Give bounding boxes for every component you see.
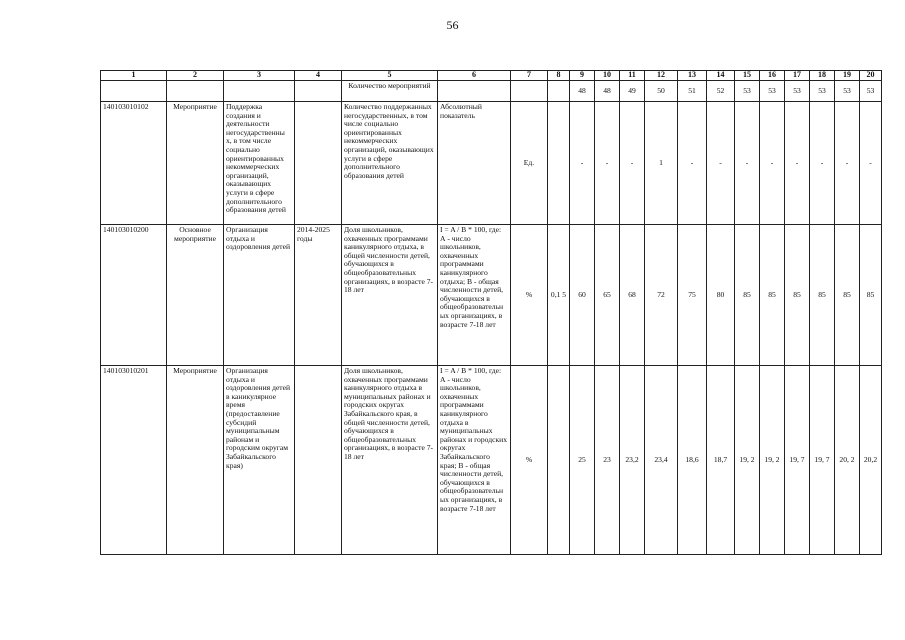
- empty-cell: [548, 81, 570, 102]
- column-header-16: 16: [760, 71, 785, 81]
- row-code: 140103010102: [101, 102, 167, 225]
- column-header-13: 13: [678, 71, 707, 81]
- row-unit: Ед.: [511, 102, 548, 225]
- column-header-8: 8: [548, 71, 570, 81]
- row-value: -: [570, 102, 595, 225]
- row-type: Основное мероприятие: [167, 225, 224, 366]
- row-value: 75: [678, 225, 707, 366]
- row-weight: 0,1 5: [548, 225, 570, 366]
- column-header-19: 19: [835, 71, 860, 81]
- row-value: -: [707, 102, 735, 225]
- row-value: 23,2: [620, 366, 645, 555]
- column-header-12: 12: [645, 71, 678, 81]
- count-row: [101, 81, 882, 102]
- count-value: 48: [595, 81, 620, 102]
- table-row: [101, 366, 882, 555]
- row-value: 80: [707, 225, 735, 366]
- row-value: 23,4: [645, 366, 678, 555]
- column-header-18: 18: [810, 71, 835, 81]
- row-value: -: [678, 102, 707, 225]
- header-row: [101, 71, 882, 81]
- row-method: I = A / B * 100, где: А - число школьников, охваченных программами каникулярного отдыха; В - общая численности детей, обучающихся в общеобразовательных организациях, в возрасте 7-18 лет: [438, 225, 511, 366]
- column-header-15: 15: [735, 71, 760, 81]
- row-value: 68: [620, 225, 645, 366]
- row-method: Абсолютный показатель: [438, 102, 511, 225]
- row-value: 20, 2: [835, 366, 860, 555]
- table-row: [101, 102, 882, 225]
- column-header-6: 6: [438, 71, 511, 81]
- column-header-1: 1: [101, 71, 167, 81]
- row-unit: %: [511, 225, 548, 366]
- empty-cell: [224, 81, 295, 102]
- row-period: [295, 366, 342, 555]
- count-value: 53: [810, 81, 835, 102]
- count-value: 53: [785, 81, 810, 102]
- row-value: 25: [570, 366, 595, 555]
- count-value: 50: [645, 81, 678, 102]
- row-indicator: Количество поддержанных негосударственных, в том числе социально ориентированных некоммерческих организаций, оказывающих услуги в сфере дополнительного образования детей: [342, 102, 438, 225]
- row-value: -: [595, 102, 620, 225]
- column-header-14: 14: [707, 71, 735, 81]
- row-weight: [548, 366, 570, 555]
- row-code: 140103010200: [101, 225, 167, 366]
- row-value: 23: [595, 366, 620, 555]
- row-value: 20,2: [860, 366, 882, 555]
- count-value: 49: [620, 81, 645, 102]
- column-header-5: 5: [342, 71, 438, 81]
- row-value: -: [620, 102, 645, 225]
- row-value: 19, 7: [785, 366, 810, 555]
- column-header-7: 7: [511, 71, 548, 81]
- row-value: 85: [860, 225, 882, 366]
- column-header-11: 11: [620, 71, 645, 81]
- row-value: -: [760, 102, 785, 225]
- row-value: 18,6: [678, 366, 707, 555]
- column-header-2: 2: [167, 71, 224, 81]
- empty-cell: [511, 81, 548, 102]
- indicator-table: [100, 70, 882, 555]
- column-header-10: 10: [595, 71, 620, 81]
- count-value: 53: [835, 81, 860, 102]
- row-value: 85: [810, 225, 835, 366]
- table-row: [101, 225, 882, 366]
- count-value: 51: [678, 81, 707, 102]
- row-name: Поддержка создания и деятельности негосударственны х, в том числе социально ориентированных некоммерческих организаций, оказывающих услуги в сфере дополнительного образования детей: [224, 102, 295, 225]
- column-header-20: 20: [860, 71, 882, 81]
- row-value: 72: [645, 225, 678, 366]
- row-value: 85: [785, 225, 810, 366]
- row-value: 1: [645, 102, 678, 225]
- column-header-9: 9: [570, 71, 595, 81]
- row-type: Мероприятие: [167, 366, 224, 555]
- count-value: 48: [570, 81, 595, 102]
- count-value: 53: [760, 81, 785, 102]
- row-code: 140103010201: [101, 366, 167, 555]
- count-value: 53: [860, 81, 882, 102]
- row-value: -: [785, 102, 810, 225]
- row-value: -: [810, 102, 835, 225]
- row-weight: [548, 102, 570, 225]
- row-period: 2014-2025 годы: [295, 225, 342, 366]
- row-name: Организация отдыха и оздоровления детей в каникулярное время (предоставление субсидий муниципальным районам и городским округам Забайкальского края): [224, 366, 295, 555]
- empty-cell: [101, 81, 167, 102]
- empty-cell: [438, 81, 511, 102]
- row-value: 19, 2: [760, 366, 785, 555]
- count-value: 53: [735, 81, 760, 102]
- row-value: 85: [735, 225, 760, 366]
- row-value: 85: [835, 225, 860, 366]
- empty-cell: [167, 81, 224, 102]
- row-value: -: [835, 102, 860, 225]
- row-type: Мероприятие: [167, 102, 224, 225]
- row-unit: %: [511, 366, 548, 555]
- row-indicator: Доля школьников, охваченных программами каникулярного отдыха, в общей численности детей, обучающихся в общеобразовательных организациях, в возрасте 7-18 лет: [342, 225, 438, 366]
- row-value: 60: [570, 225, 595, 366]
- column-header-4: 4: [295, 71, 342, 81]
- page-number: 56: [446, 18, 459, 32]
- row-name: Организация отдыха и оздоровления детей: [224, 225, 295, 366]
- row-value: -: [860, 102, 882, 225]
- column-header-3: 3: [224, 71, 295, 81]
- row-method: I = A / B * 100, где: А - число школьников, охваченных программами каникулярного отдыха в муниципальных районах и городских округах Забайкальского края; В - общая численности детей, обучающихся в общеобразовательных организациях, в возрасте 7-18 лет: [438, 366, 511, 555]
- count-label: Количество мероприятий: [342, 81, 438, 102]
- row-indicator: Доля школьников, охваченных программами каникулярного отдыха в муниципальных районах и городских округах Забайкальского края, в общей численности детей, обучающихся в общеобразовательных организациях, в возрасте 7-18 лет: [342, 366, 438, 555]
- row-value: -: [735, 102, 760, 225]
- row-value: 19, 7: [810, 366, 835, 555]
- column-header-17: 17: [785, 71, 810, 81]
- row-value: 19, 2: [735, 366, 760, 555]
- row-value: 85: [760, 225, 785, 366]
- empty-cell: [295, 81, 342, 102]
- row-value: 18,7: [707, 366, 735, 555]
- count-value: 52: [707, 81, 735, 102]
- row-value: 65: [595, 225, 620, 366]
- row-period: [295, 102, 342, 225]
